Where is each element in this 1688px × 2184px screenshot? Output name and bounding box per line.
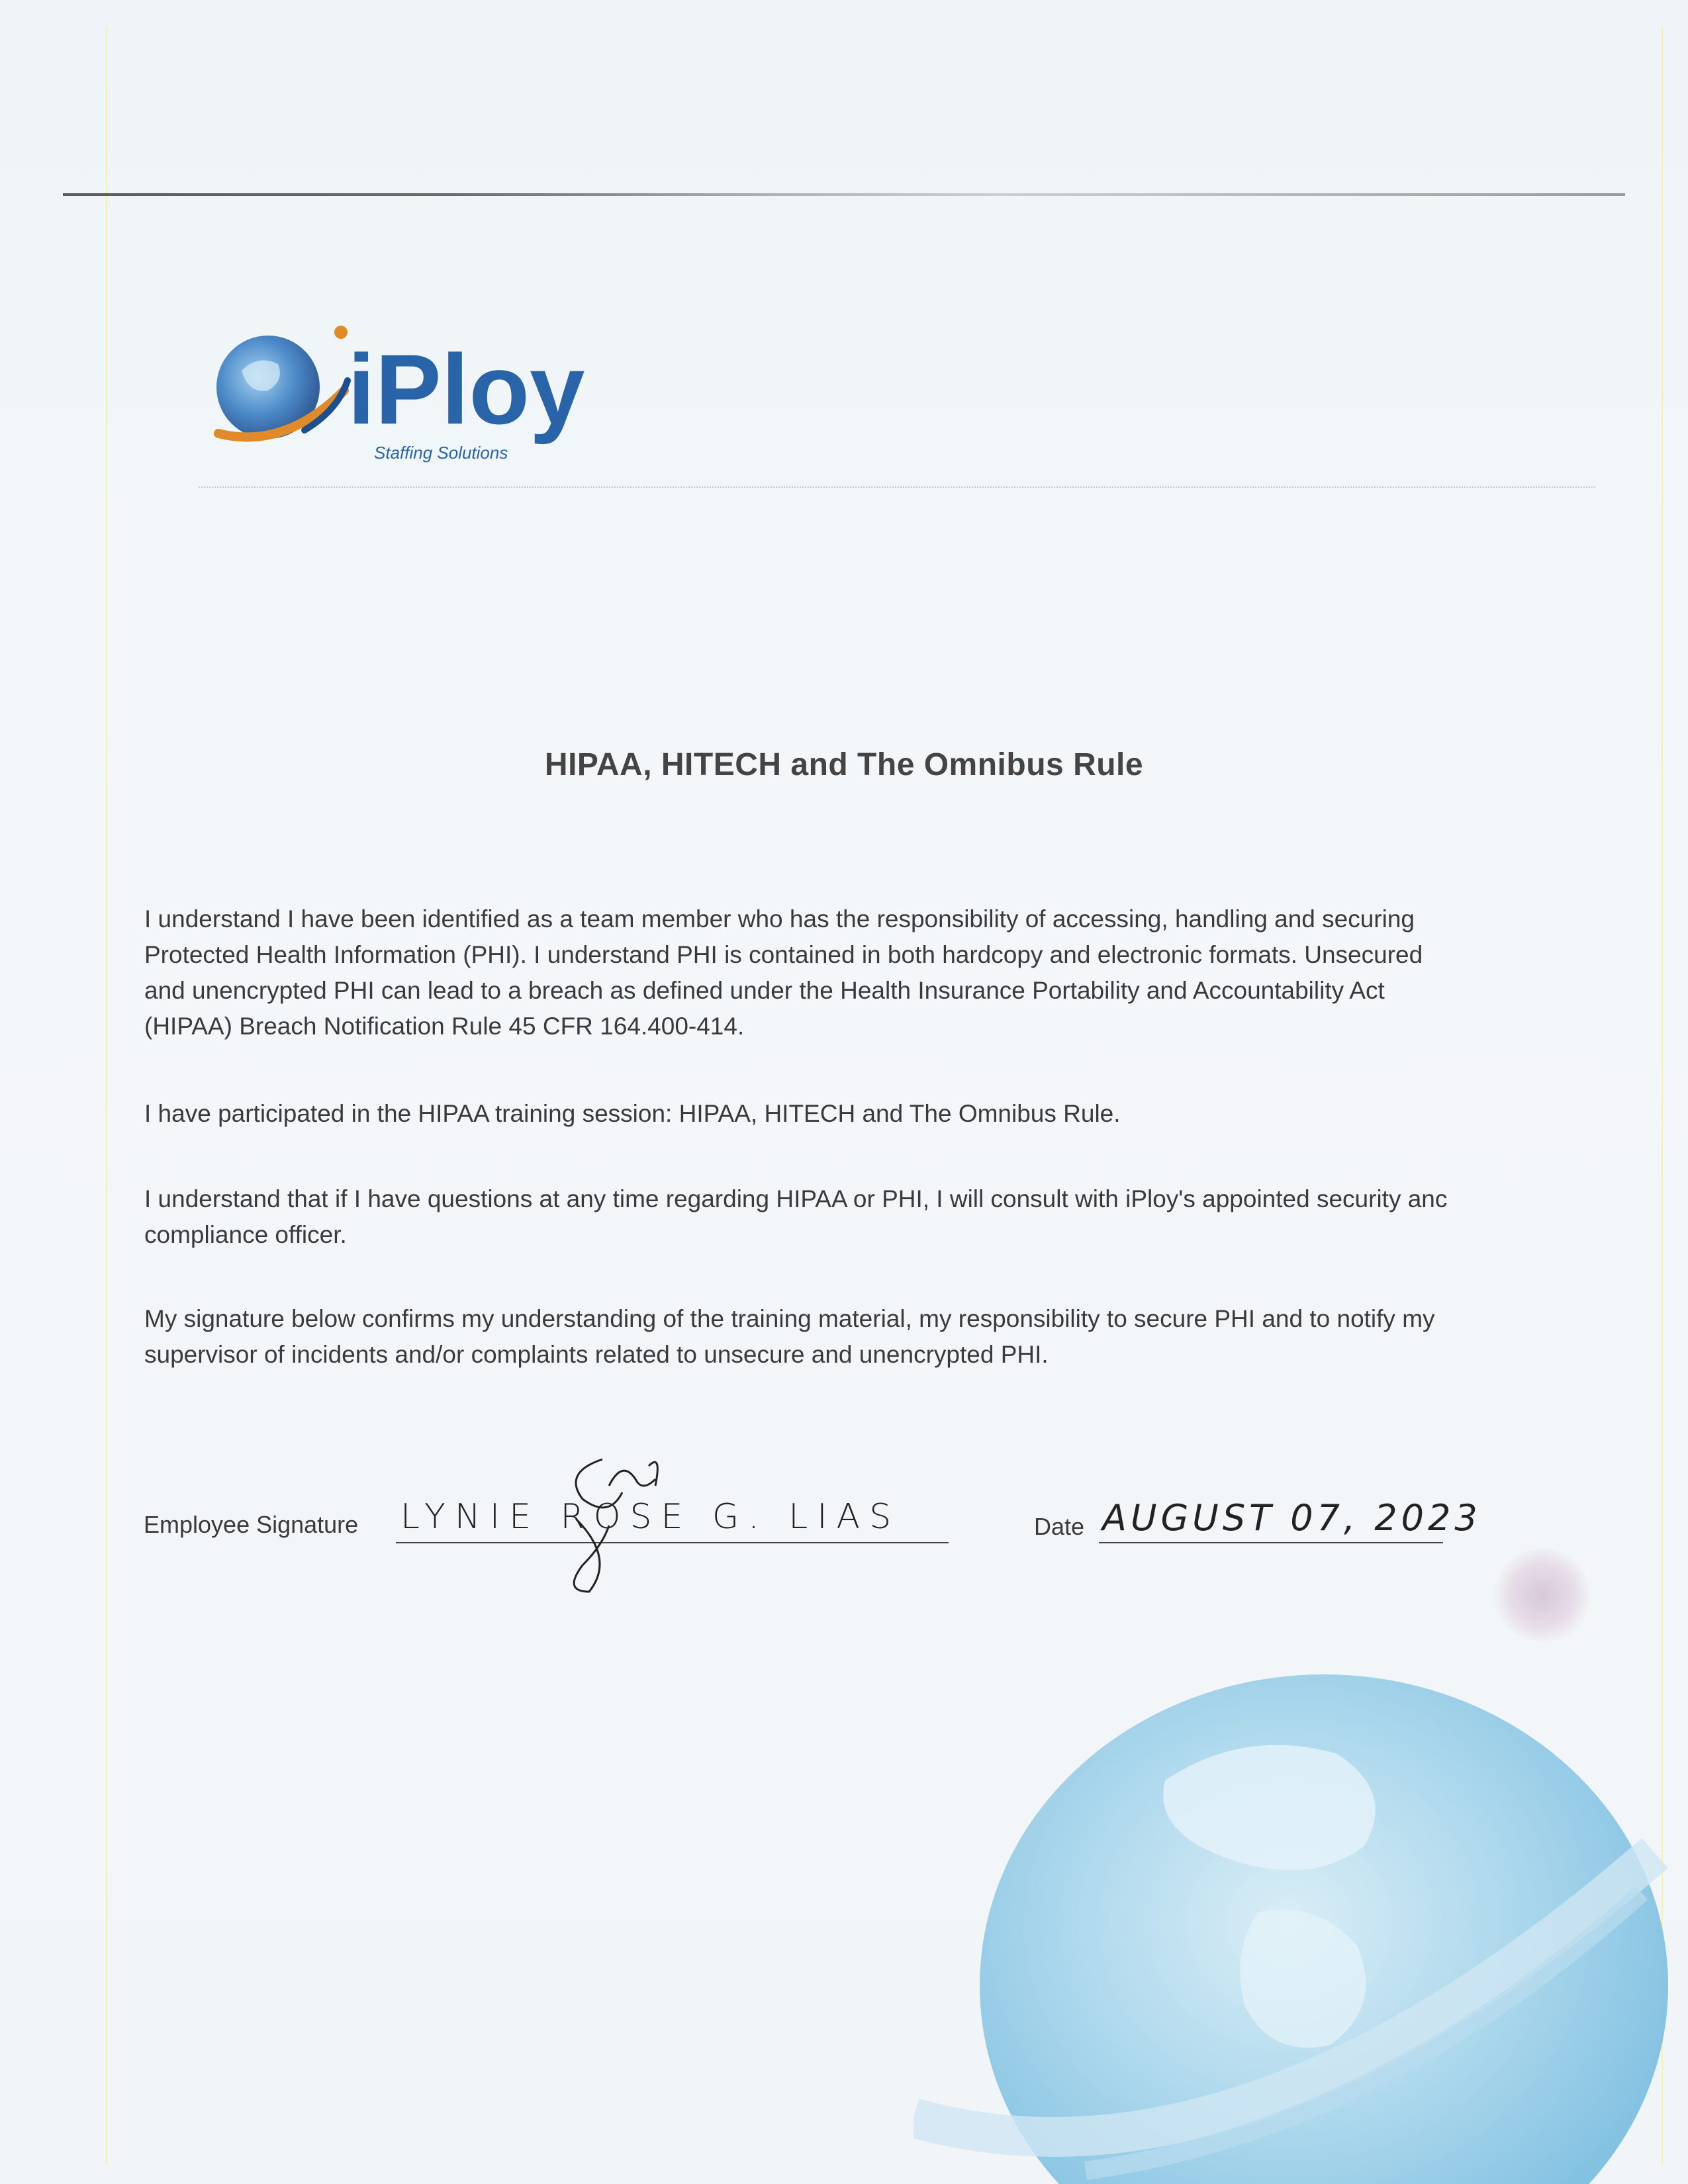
signature-scribble <box>549 1446 695 1605</box>
paragraph-questions: I understand that if I have questions at any time regarding HIPAA or PHI, I will consult with iPloy's appointed security anc compliance officer. <box>144 1185 1448 1248</box>
globe-watermark-icon <box>914 1615 1668 2184</box>
date-line <box>1099 1542 1443 1543</box>
globe-swoosh-logo-icon <box>205 318 669 477</box>
document-title: HIPAA, HITECH and The Omnibus Rule <box>544 747 1144 782</box>
logo-brand-text: iPloy <box>348 334 585 445</box>
iploy-logo <box>205 318 669 477</box>
top-rule <box>63 193 1625 196</box>
employee-signature-name: LYNIE ROSE G. LIAS <box>400 1497 901 1537</box>
logo-rule <box>199 486 1595 488</box>
paragraph-training-session: I have participated in the HIPAA training session: HIPAA, HITECH and The Omnibus Rule. <box>144 1100 1121 1127</box>
date-label: Date <box>1034 1513 1085 1540</box>
date-value: AUGUST 07, 2023 <box>1102 1497 1481 1539</box>
logo-tagline: Staffing Solutions <box>374 443 508 463</box>
page-edge-left <box>106 26 107 2164</box>
employee-signature-label: Employee Signature <box>144 1511 359 1538</box>
paragraph-phi-responsibility: I understand I have been identified as a team member who has the responsibility of accessing, handling and securing Protected Health Information (PHI). I understand PHI is contained in both hardcopy and electronic formats. Unsecured and unencrypted PHI can lead to a breach as defined under the Health Insurance Portability and Accountability Act (HIPAA) Breach Notification Rule 45 CFR 164.400-414. <box>144 905 1423 1040</box>
paragraph-confirmation: My signature below confirms my understanding of the training material, my responsibility to secure PHI and to notify my supervisor of incidents and/or complaints related to unsecure and unencrypted PHI. <box>144 1305 1435 1368</box>
